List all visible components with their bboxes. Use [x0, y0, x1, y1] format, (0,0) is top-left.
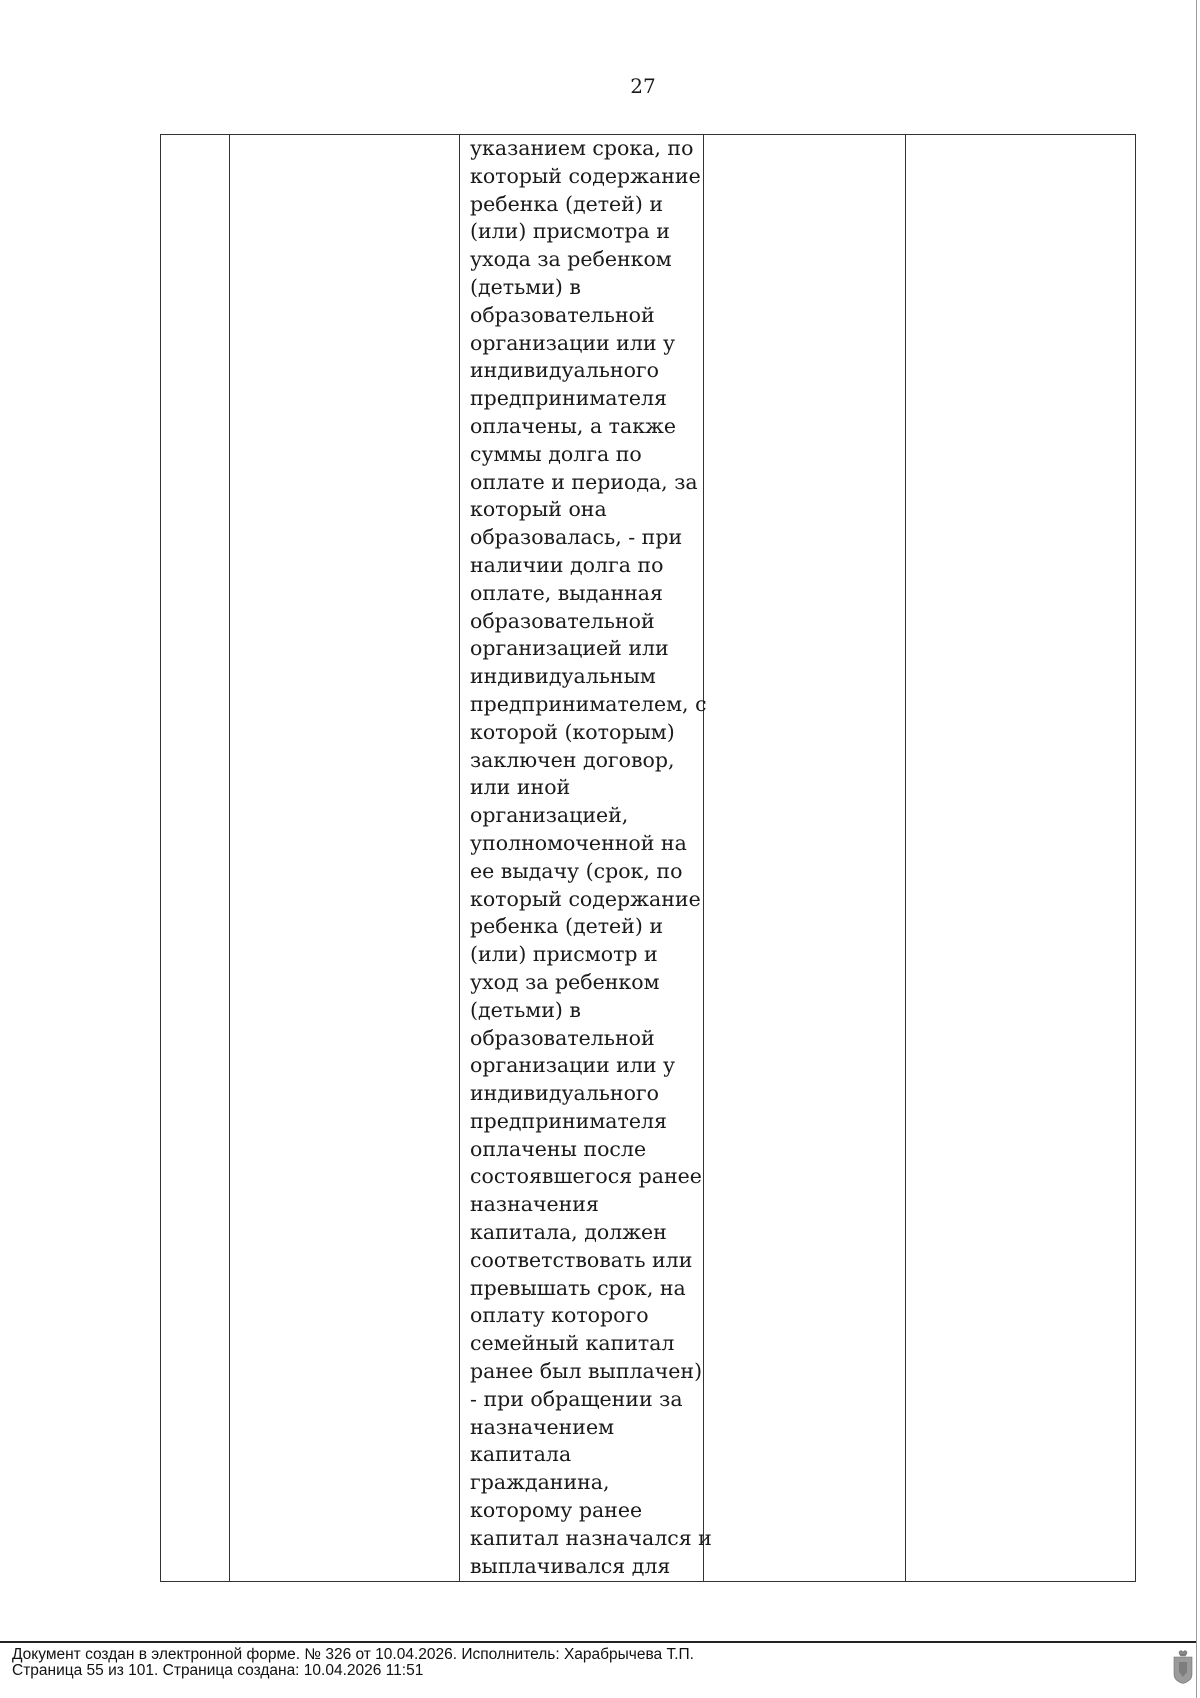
- document-footer: [12, 1647, 694, 1679]
- table-cell-3: [460, 135, 712, 1582]
- footer-divider: [0, 1641, 1196, 1643]
- table-cell-4: [704, 135, 906, 1582]
- page-right-edge: [1196, 0, 1197, 1698]
- footer-document-info: Документ создан в электронной форме. № 326 от 10.04.2026. Исполнитель: Харабрычева Т.П.: [12, 1646, 694, 1663]
- footer-page-info: Страница 55 из 101. Страница создана: 10.04.2026 11:51: [12, 1662, 424, 1679]
- page-number: 27: [630, 74, 656, 98]
- coat-of-arms-icon: [1172, 1650, 1194, 1684]
- table-row: [161, 135, 1136, 1582]
- table-cell-1: [161, 135, 230, 1582]
- table-cell-2: [230, 135, 460, 1582]
- table-cell-5: [906, 135, 1136, 1582]
- requirements-text: указанием срока, по который содержание ребенка (детей) и (или) присмотра и ухода за ребенком (детьми) в образовательной организации или у индивидуального предпринимателя оплачены, а также суммы долга по оплате и периода, за который она образовалась, - при наличии долга по оплате, выданная образовательной организацией или индивидуальным предпринимателем, с которой (которым) заключен договор, или иной организацией, уполномоченной на ее выдачу (срок, по который содержание ребенка (детей) и (или) присмотр и уход за ребенком (детьми) в образовательной организации или у индивидуального предпринимателя оплачены после состоявшегося ранее назначения капитала, должен соответствовать или превышать срок, на оплату которого семейный капитал ранее был выплачен) - при обращении за назначением капитала гражданина, которому ранее капитал назначался и выплачивался для: [470, 136, 712, 1578]
- document-table: [160, 134, 1136, 1582]
